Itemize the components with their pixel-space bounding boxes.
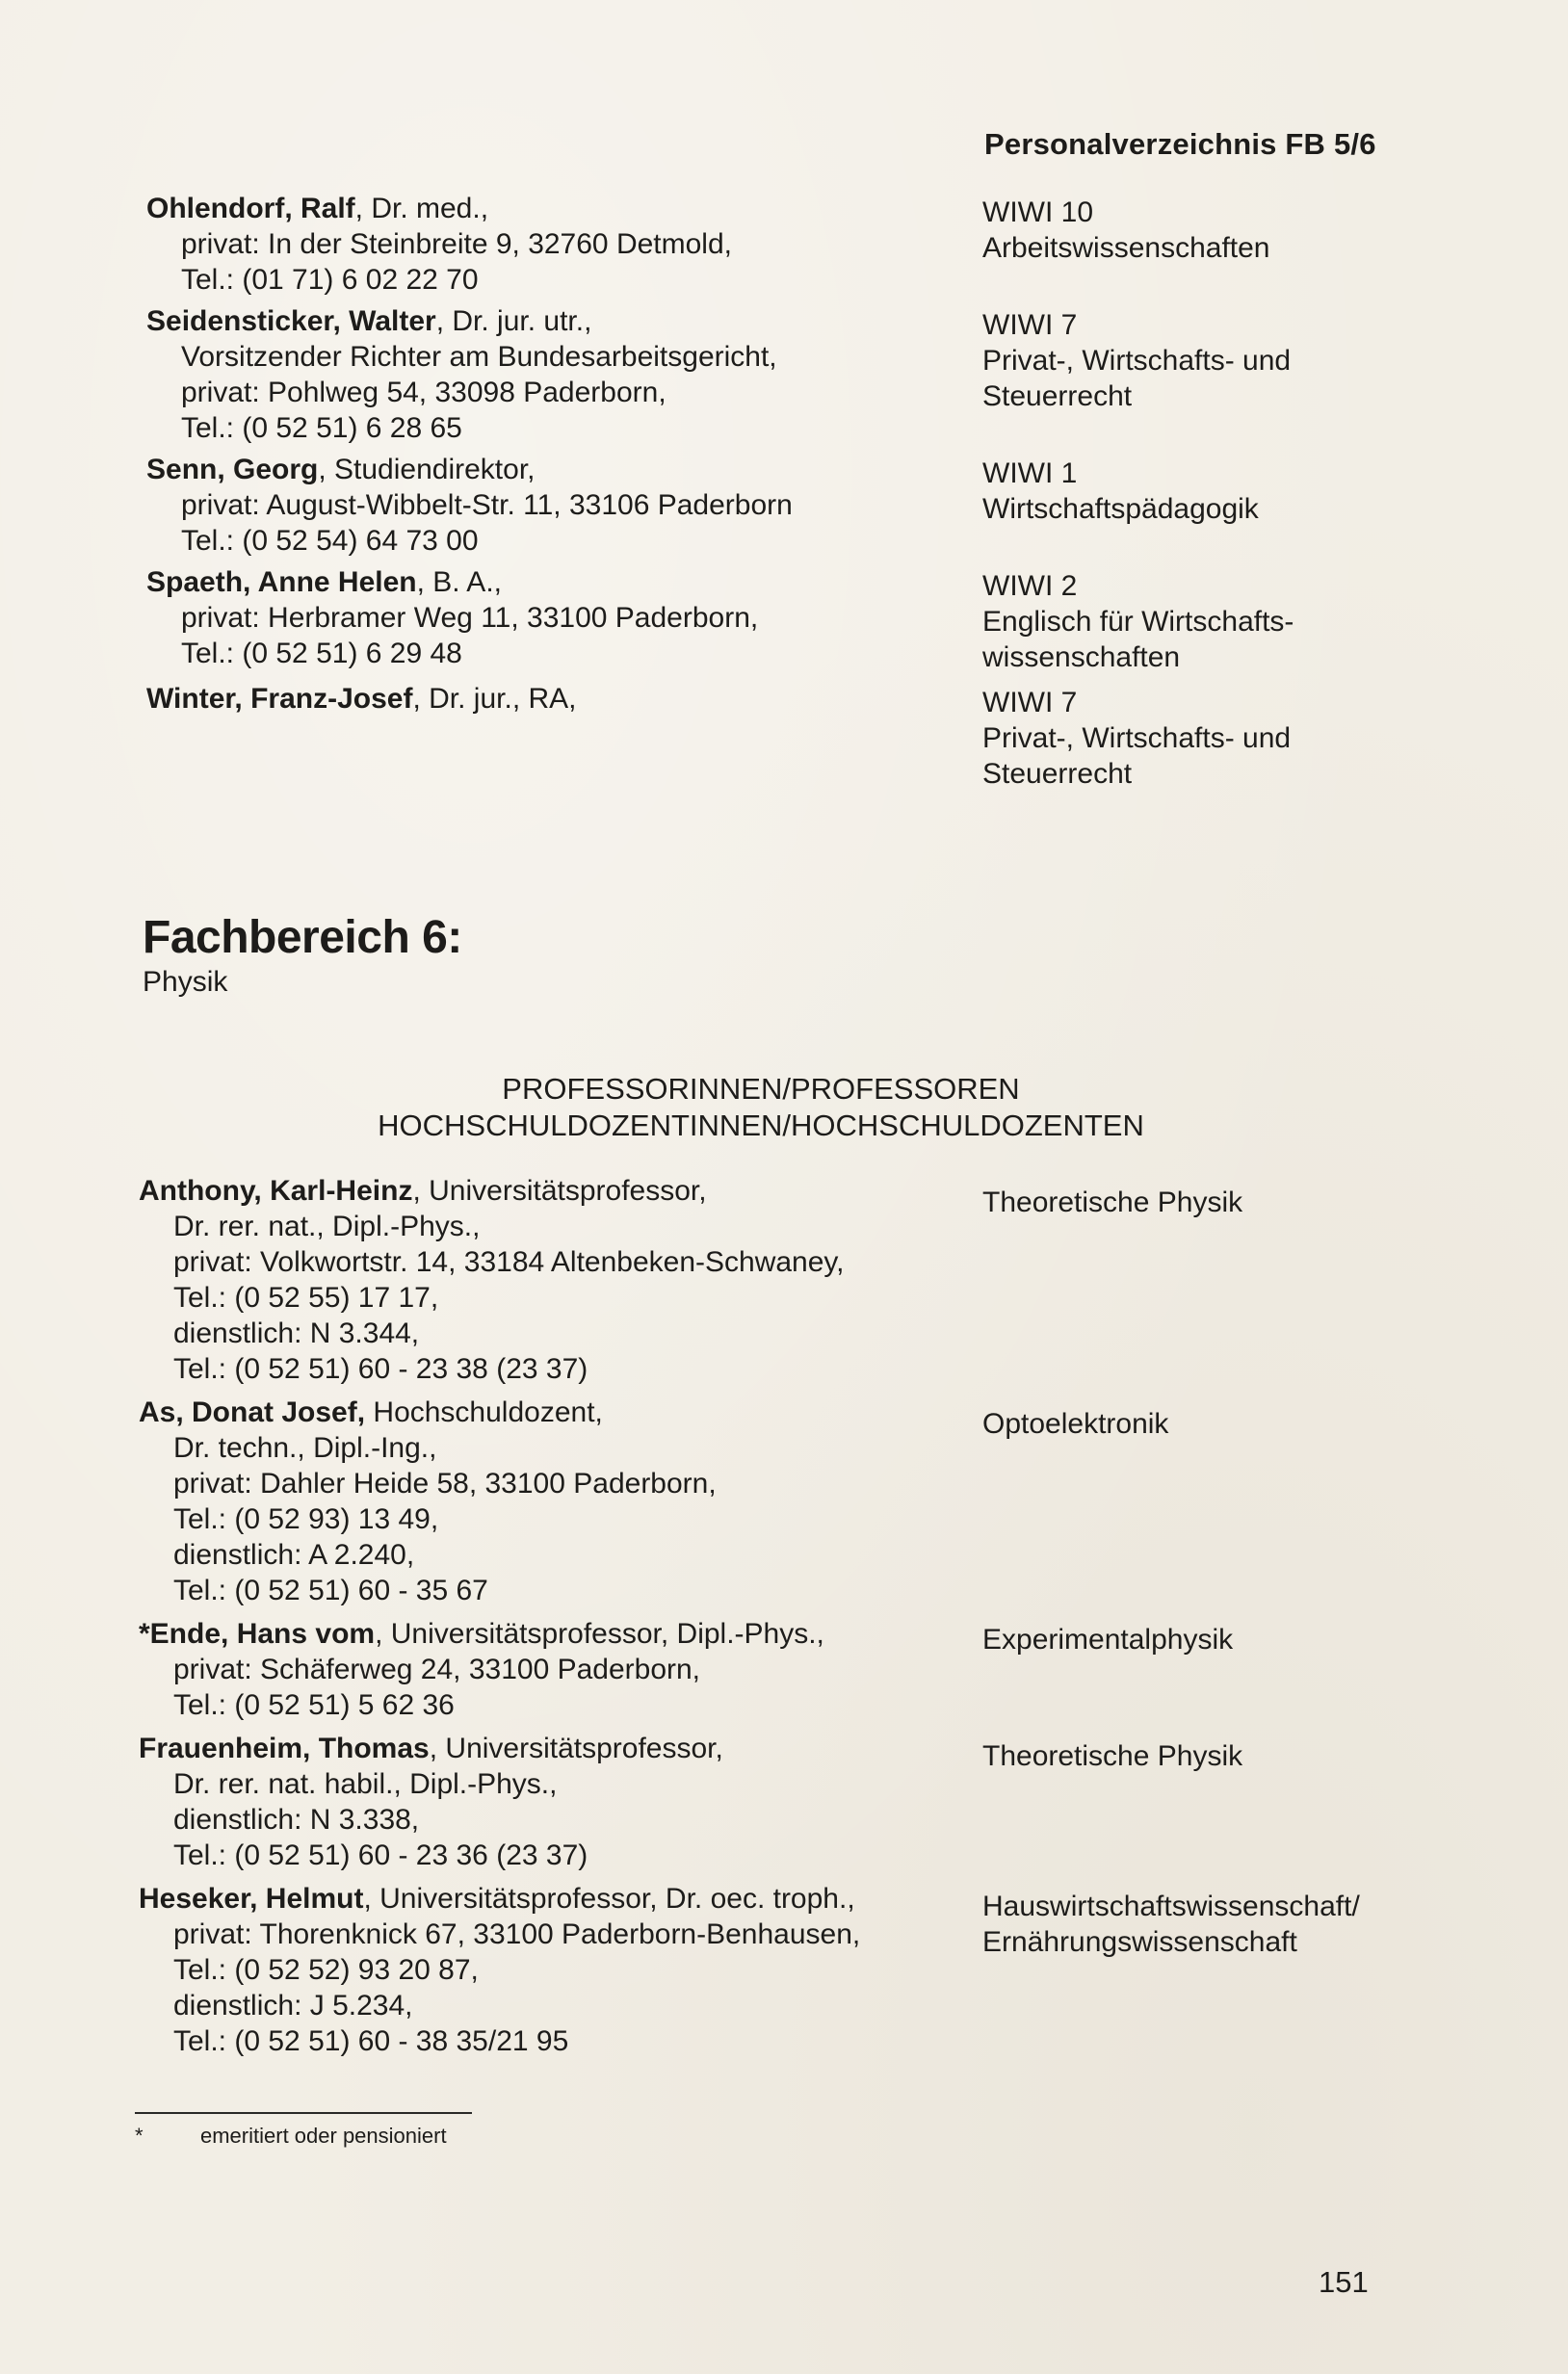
footnote — [135, 2124, 447, 2149]
department: WIWI 2 Englisch für Wirtschafts- wissenschaften — [982, 570, 1294, 673]
person-title: , Dr. jur. utr., — [435, 305, 592, 337]
entry-line: Dr. rer. nat. habil., Dipl.-Phys., — [173, 1768, 558, 1800]
department: WIWI 7 Privat-, Wirtschafts- und Steuerrecht — [982, 687, 1292, 790]
department: Optoelektronik — [982, 1408, 1169, 1440]
person-name: Heseker, Helmut — [139, 1883, 364, 1915]
department: WIWI 7 Privat-, Wirtschafts- und Steuerrecht — [982, 309, 1292, 412]
list-item — [139, 1173, 1506, 1387]
person-name: Seidensticker, Walter — [146, 305, 436, 337]
entry-line: dienstlich: J 5.234, — [173, 1990, 413, 2022]
entry-line: Dr. techn., Dipl.-Ing., — [173, 1432, 437, 1464]
category-heading: PROFESSORINNEN/PROFESSOREN HOCHSCHULDOZENTINNEN/HOCHSCHULDOZENTEN — [378, 1072, 1144, 1142]
person-name: Winter, Franz-Josef — [146, 683, 413, 715]
section-subtitle: Physik — [143, 966, 228, 998]
department: Theoretische Physik — [982, 1187, 1243, 1218]
person-title: , Dr. med., — [354, 193, 489, 224]
entry-line: Tel.: (0 52 51) 60 - 23 36 (23 37) — [173, 1839, 588, 1871]
footnote-divider — [135, 2112, 472, 2114]
entry-line: privat: In der Steinbreite 9, 32760 Detmold, — [181, 228, 732, 260]
entry-line: dienstlich: N 3.344, — [173, 1317, 420, 1349]
entry-line: privat: August-Wibbelt-Str. 11, 33106 Paderborn — [181, 489, 793, 521]
person-name: Senn, Georg — [146, 454, 319, 485]
page-number: 151 — [1319, 2265, 1369, 2299]
person-name: Frauenheim, Thomas — [139, 1733, 430, 1764]
entry-line: Vorsitzender Richter am Bundesarbeitsgericht, — [181, 341, 777, 373]
entry-line: Tel.: (0 52 93) 13 49, — [173, 1503, 439, 1535]
person-title: , Universitätsprofessor, Dipl.-Phys., — [375, 1618, 824, 1650]
entry-line: privat: Thorenknick 67, 33100 Paderborn-Benhausen, — [173, 1918, 861, 1950]
person-title: , B. A., — [416, 566, 502, 598]
list-item — [139, 1881, 1506, 2059]
entry-line: Tel.: (0 52 54) 64 73 00 — [181, 525, 479, 557]
person-name: Anthony, Karl-Heinz — [139, 1175, 413, 1207]
section-heading — [143, 911, 462, 1000]
entry-line: privat: Herbramer Weg 11, 33100 Paderborn, — [181, 602, 759, 634]
entry-line: Dr. rer. nat., Dipl.-Phys., — [173, 1211, 481, 1242]
list-item — [146, 452, 1514, 559]
section-title: Fachbereich 6: — [143, 912, 462, 963]
entry-line: Tel.: (0 52 51) 6 28 65 — [181, 412, 462, 444]
entry-line: Tel.: (0 52 52) 93 20 87, — [173, 1954, 479, 1986]
list-item — [146, 303, 1514, 446]
department: Experimentalphysik — [982, 1624, 1234, 1656]
entry-line: Tel.: (0 52 55) 17 17, — [173, 1282, 439, 1314]
person-title: Hochschuldozent, — [365, 1396, 603, 1428]
entry-line: Tel.: (0 52 51) 60 - 23 38 (23 37) — [173, 1353, 588, 1385]
entry-line: Tel.: (0 52 51) 60 - 38 35/21 95 — [173, 2025, 569, 2057]
person-title: , Universitätsprofessor, — [429, 1733, 723, 1764]
top-entry-list — [146, 191, 1514, 792]
person-title: , Studiendirektor, — [318, 454, 536, 485]
list-item — [146, 191, 1514, 298]
list-item — [139, 1395, 1506, 1608]
person-title: , Universitätsprofessor, Dr. oec. troph., — [363, 1883, 855, 1915]
department: Hauswirtschaftswissenschaft/ Ernährungswissenschaft — [982, 1891, 1360, 1958]
person-name: Ohlendorf, Ralf — [146, 193, 355, 224]
list-item — [139, 1731, 1506, 1873]
department: Theoretische Physik — [982, 1740, 1243, 1772]
person-title: , Dr. jur., RA, — [412, 683, 577, 715]
person-name: *Ende, Hans vom — [139, 1618, 376, 1650]
entry-line: privat: Pohlweg 54, 33098 Paderborn, — [181, 377, 666, 408]
footnote-mark: * — [135, 2124, 144, 2148]
department: WIWI 10 Arbeitswissenschaften — [982, 196, 1270, 264]
department: WIWI 1 Wirtschaftspädagogik — [982, 457, 1259, 525]
entry-line: privat: Schäferweg 24, 33100 Paderborn, — [173, 1654, 701, 1685]
list-item — [139, 1616, 1506, 1723]
footnote-text: emeritiert oder pensioniert — [200, 2124, 447, 2148]
entry-line: privat: Dahler Heide 58, 33100 Paderborn, — [173, 1468, 717, 1500]
entry-line: Tel.: (0 52 51) 60 - 35 67 — [173, 1575, 488, 1606]
person-name: As, Donat Josef, — [139, 1396, 366, 1428]
page-header: Personalverzeichnis FB 5/6 — [984, 127, 1376, 161]
entry-line: Tel.: (0 52 51) 5 62 36 — [173, 1689, 455, 1721]
person-name: Spaeth, Anne Helen — [146, 566, 417, 598]
entry-line: Tel.: (0 52 51) 6 29 48 — [181, 638, 462, 669]
person-title: , Universitätsprofessor, — [412, 1175, 707, 1207]
list-item — [146, 642, 1514, 792]
entry-line: dienstlich: A 2.240, — [173, 1539, 415, 1571]
entry-line: dienstlich: N 3.338, — [173, 1804, 420, 1836]
entry-line: Tel.: (01 71) 6 02 22 70 — [181, 264, 479, 296]
professor-list — [139, 1173, 1506, 2067]
entry-line: privat: Volkwortstr. 14, 33184 Altenbeken-Schwaney, — [173, 1246, 845, 1278]
